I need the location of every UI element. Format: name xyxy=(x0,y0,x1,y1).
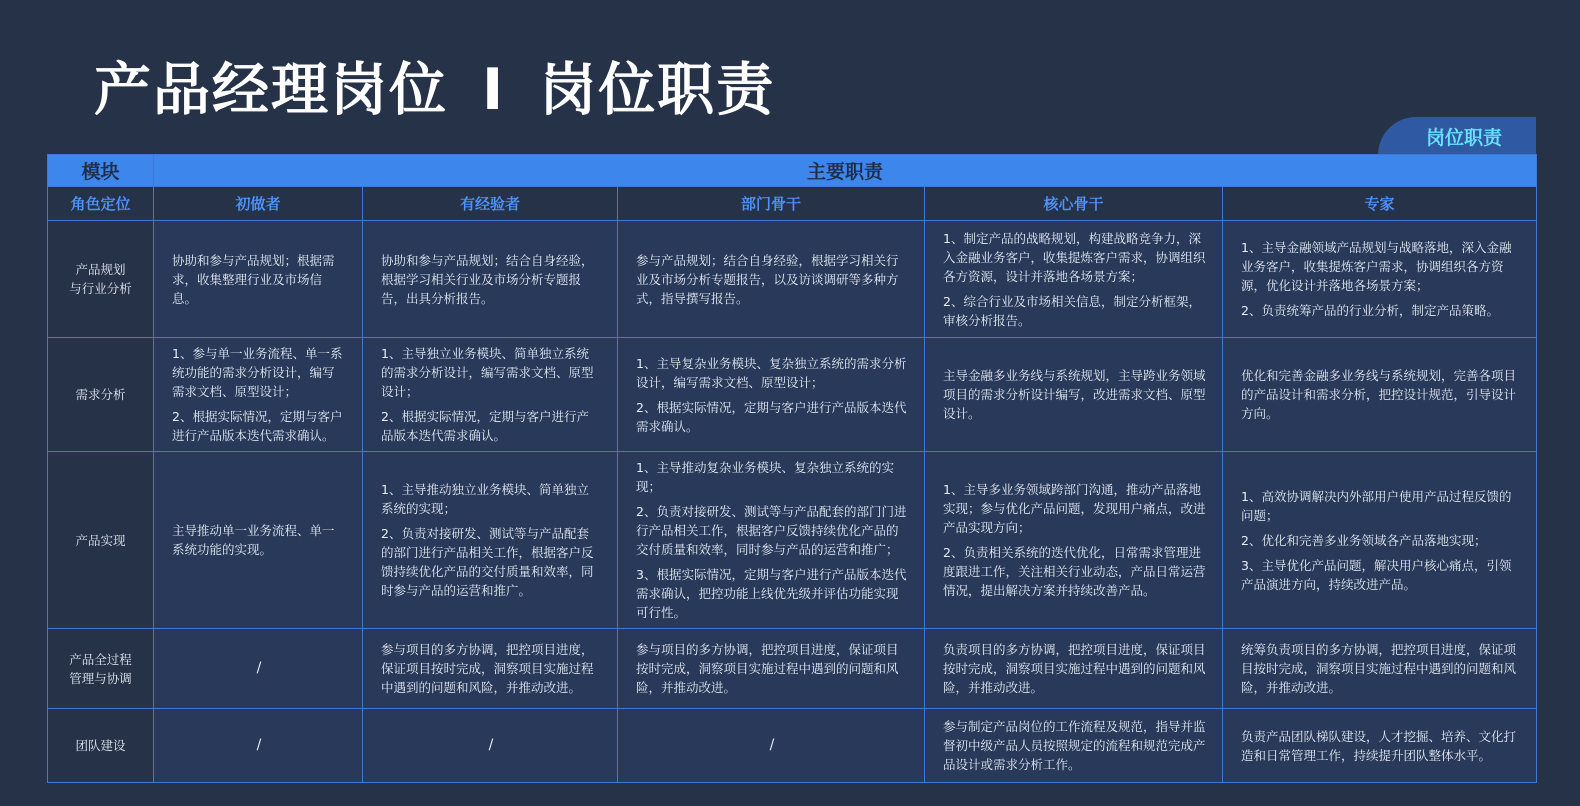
role-department-backbone: 部门骨干 xyxy=(618,187,925,221)
duty-cell xyxy=(154,338,363,452)
duty-text: 主导推动单一业务流程、单一系统功能的实现。 xyxy=(172,523,335,557)
duty-text: 2、负责对接研发、测试等与产品配套的部门进行产品相关工作，根据客户反馈持续优化产品的交付质量和效率，同时参与产品的运营和推广。 xyxy=(381,526,594,598)
duty-text: 2、根据实际情况，定期与客户进行产品版本迭代需求确认。 xyxy=(381,409,589,443)
duty-cell xyxy=(1223,629,1537,709)
duty-text: 1、主导多业务领域跨部门沟通，推动产品落地实现；参与优化产品问题，发现用户痛点，改进产品实现方向； xyxy=(943,482,1206,535)
duty-cell xyxy=(925,629,1223,709)
duty-text: 2、根据实际情况，定期与客户进行产品版本迭代需求确认。 xyxy=(172,409,343,443)
duty-text: 协助和参与产品规划；结合自身经验，根据学习相关行业及市场分析专题报告，出具分析报告。 xyxy=(381,252,594,306)
title-separator: I xyxy=(482,57,506,123)
duty-cell xyxy=(363,452,618,629)
role-beginner: 初做者 xyxy=(154,187,363,221)
roles-header-row xyxy=(48,187,1537,221)
duty-cell xyxy=(1223,338,1537,452)
duty-text: 1、主导推动复杂业务模块、复杂独立系统的实现； xyxy=(636,460,894,494)
duty-text: 2、综合行业及市场相关信息，制定分析框架，审核分析报告。 xyxy=(943,293,1201,328)
role-expert: 专家 xyxy=(1223,187,1537,221)
duty-cell xyxy=(925,221,1223,338)
duty-cell xyxy=(925,338,1223,452)
duty-cell xyxy=(1223,221,1537,338)
duty-cell xyxy=(925,452,1223,629)
table-header-row xyxy=(48,155,1537,187)
module-cell xyxy=(48,338,154,452)
duty-cell xyxy=(1223,709,1537,783)
duty-text: 协助和参与产品规划；根据需求，收集整理行业及市场信息。 xyxy=(172,252,335,306)
duty-text: 2、负责统筹产品的行业分析，制定产品策略。 xyxy=(1241,303,1499,318)
duty-cell xyxy=(363,709,618,783)
page-title xyxy=(94,52,775,128)
duty-cell xyxy=(618,221,925,338)
duty-text: 参与项目的多方协调，把控项目进度，保证项目按时完成，洞察项目实施过程中遇到的问题和风险，并推动改进。 xyxy=(636,642,899,695)
duty-text: 参与项目的多方协调，把控项目进度，保证项目按时完成，洞察项目实施过程中遇到的问题和风险，并推动改进。 xyxy=(381,642,594,695)
role-header: 角色定位 xyxy=(48,187,154,221)
duty-text: 2、根据实际情况，定期与客户进行产品版本迭代需求确认。 xyxy=(636,399,907,434)
module-label-line: 与行业分析 xyxy=(69,281,132,296)
title-sub: 岗位职责 xyxy=(539,57,776,123)
duty-text: 优化和完善金融多业务线与系统规划，完善各项目的产品设计和需求分析，把控设计规范，引导设计方向。 xyxy=(1241,368,1517,421)
duty-text: 1、主导金融领域产品规划与战略落地，深入金融业务客户，收集提炼客户需求，协调组织各方资源，优化设计并落地各场景方案； xyxy=(1241,240,1512,293)
duty-text: / xyxy=(256,737,262,753)
duty-text: 1、主导推动独立业务模块、简单独立系统的实现； xyxy=(381,482,589,516)
duty-text: 参与产品规划；结合自身经验，根据学习相关行业及市场分析专题报告，以及访谈调研等多种方式，指导撰写报告。 xyxy=(636,252,899,306)
module-label-line: 产品规划 xyxy=(75,262,126,277)
duty-text: 1、参与单一业务流程、单一系统功能的需求分析设计，编写需求文档、原型设计； xyxy=(172,346,343,399)
duty-text: 负责项目的多方协调，把控项目进度，保证项目按时完成，洞察项目实施过程中遇到的问题和风险，并推动改进。 xyxy=(943,642,1206,695)
duty-text: / xyxy=(256,660,262,676)
duty-text: 1、高效协调解决内外部用户使用产品过程反馈的问题； xyxy=(1241,488,1512,523)
duty-cell xyxy=(618,452,925,629)
duty-cell xyxy=(1223,452,1537,629)
table-row xyxy=(48,338,1537,452)
duties-header: 主要职责 xyxy=(154,155,1537,187)
duty-text: / xyxy=(769,737,775,753)
duty-cell xyxy=(154,709,363,783)
duty-text: 2、优化和完善多业务领域各产品落地实现； xyxy=(1241,532,1487,548)
duty-cell xyxy=(618,629,925,709)
table-row xyxy=(48,452,1537,629)
role-core-backbone: 核心骨干 xyxy=(925,187,1223,221)
duty-cell xyxy=(925,709,1223,783)
duty-text: / xyxy=(488,737,494,753)
duty-cell xyxy=(618,338,925,452)
title-main: 产品经理岗位 xyxy=(94,57,448,123)
duty-text: 2、负责相关系统的迭代优化，日常需求管理进度跟进工作，关注相关行业动态，产品日常运营情况，提出解决方案并持续改善产品。 xyxy=(943,545,1206,598)
table-row xyxy=(48,221,1537,338)
duty-text: 1、主导复杂业务模块、复杂独立系统的需求分析设计，编写需求文档、原型设计； xyxy=(636,355,907,390)
duty-cell xyxy=(154,452,363,629)
duty-text: 主导金融多业务线与系统规划，主导跨业务领域项目的需求分析设计编写，改进需求文档、原型设计。 xyxy=(943,368,1206,421)
module-cell xyxy=(48,452,154,629)
duty-text: 3、根据实际情况，定期与客户进行产品版本迭代需求确认，把控功能上线优先级并评估功能实现可行性。 xyxy=(636,567,907,620)
duties-table xyxy=(47,154,1537,783)
module-cell xyxy=(48,629,154,709)
duty-text: 1、主导独立业务模块、简单独立系统的需求分析设计，编写需求文档、原型设计； xyxy=(381,346,594,399)
module-label-line: 团队建设 xyxy=(75,738,126,753)
duty-text: 1、制定产品的战略规划，构建战略竞争力，深入金融业务客户，收集提炼客户需求，协调组织各方资源，设计并落地各场景方案； xyxy=(943,230,1206,284)
module-label-line: 产品实现 xyxy=(75,532,126,548)
duty-cell xyxy=(363,338,618,452)
duty-cell xyxy=(618,709,925,783)
duty-text: 参与制定产品岗位的工作流程及规范，指导并监督初中级产品人员按照规定的流程和规范完成产品设计或需求分析工作。 xyxy=(943,719,1206,772)
module-cell xyxy=(48,709,154,783)
duty-cell xyxy=(154,629,363,709)
role-experienced: 有经验者 xyxy=(363,187,618,221)
duty-text: 统筹负责项目的多方协调，把控项目进度，保证项目按时完成，洞察项目实施过程中遇到的问题和风险，并推动改进。 xyxy=(1241,642,1517,695)
module-cell xyxy=(48,221,154,338)
duty-cell xyxy=(154,221,363,338)
section-tab: 岗位职责 xyxy=(1378,117,1536,155)
module-header: 模块 xyxy=(48,155,154,187)
table-row xyxy=(48,629,1537,709)
duty-cell xyxy=(363,629,618,709)
module-label-line: 产品全过程 xyxy=(69,651,132,667)
duty-text: 负责产品团队梯队建设，人才挖掘、培养、文化打造和日常管理工作，持续提升团队整体水平。 xyxy=(1241,728,1517,763)
duty-cell xyxy=(363,221,618,338)
duty-text: 2、负责对接研发、测试等与产品配套的部门门进行产品相关工作，根据客户反馈持续优化产品的交付质量和效率，同时参与产品的运营和推广； xyxy=(636,504,907,557)
duty-text: 3、主导优化产品问题，解决用户核心痛点，引领产品演进方向，持续改进产品。 xyxy=(1241,557,1512,592)
table-row xyxy=(48,709,1537,783)
module-label-line: 管理与协调 xyxy=(69,670,132,686)
module-label-line: 需求分析 xyxy=(75,387,126,402)
